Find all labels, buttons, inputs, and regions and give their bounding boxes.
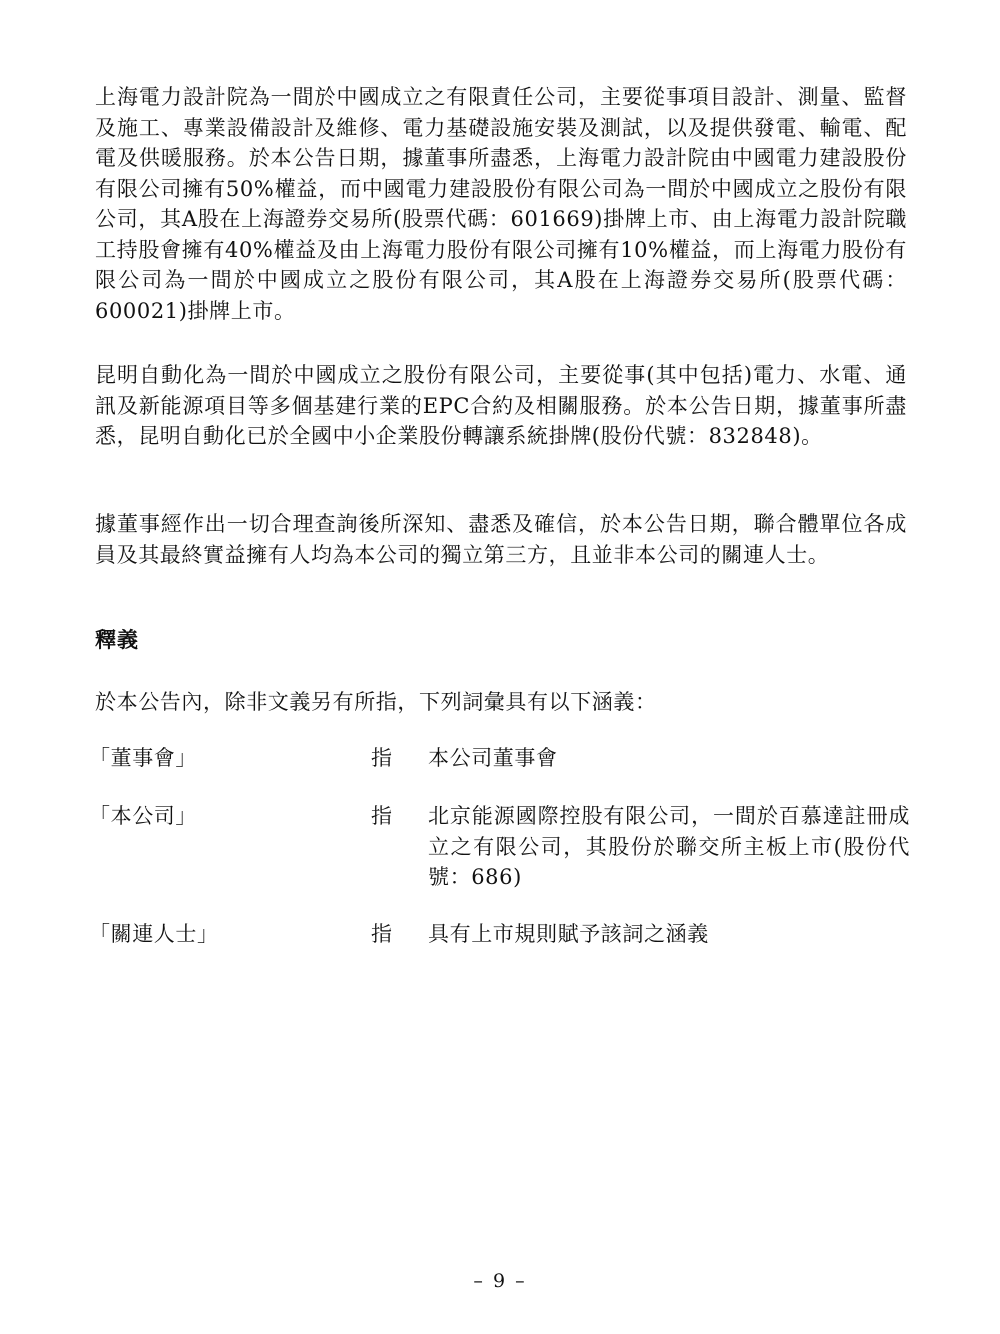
paragraph-independence-statement: 據董事經作出一切合理查詢後所深知、盡悉及確信，於本公告日期，聯合體單位各成員及其最終實益擁有人均為本公司的獨立第三方，且並非本公司的關連人士。 [95,512,907,567]
paragraph-shanghai-electric-design-institute: 上海電力設計院為一間於中國成立之有限責任公司，主要從事項目設計、測量、監督及施工、專業設備設計及維修、電力基礎設施安裝及測試，以及提供發電、輸電、配電及供暖服務。於本公告日期，據董事所盡悉，上海電力設計院由中國電力建設股份有限公司擁有50%權益，而中國電力建設股份有限公司為一間於中國成立之股份有限公司，其A股在上海證券交易所(股票代碼：601669)掛牌上市、由上海電力設計院職工持股會擁有40%權益及由上海電力股份有限公司擁有10%權益，而上海電力股份有限公司為一間於中國成立之股份有限公司，其A股在上海證券交易所(股票代碼：600021)掛牌上市。 [95,85,907,323]
page-number: – 9 – [473,1270,527,1292]
definition-term: 「本公司」 [89,804,197,828]
definition-text: 北京能源國際控股有限公司，一間於百慕達註冊成立之有限公司，其股份於聯交所主板上市(股份代號：686) [428,804,910,889]
definition-term: 「董事會」 [89,746,197,770]
definition-text: 具有上市規則賦予該詞之涵義 [428,922,709,946]
definition-means: 指 [371,746,393,770]
definitions-heading: 釋義 [95,627,139,652]
definition-term: 「關連人士」 [89,922,219,946]
definitions-intro: 於本公告內，除非文義另有所指，下列詞彙具有以下涵義： [95,690,657,714]
definition-means: 指 [371,804,393,828]
definition-means: 指 [371,922,393,946]
definition-text: 本公司董事會 [428,746,558,770]
paragraph-kunming-automation: 昆明自動化為一間於中國成立之股份有限公司，主要從事(其中包括)電力、水電、通訊及新能源項目等多個基建行業的EPC合約及相關服務。於本公告日期，據董事所盡悉，昆明自動化已於全國中小企業股份轉讓系統掛牌(股份代號：832848)。 [95,363,907,448]
